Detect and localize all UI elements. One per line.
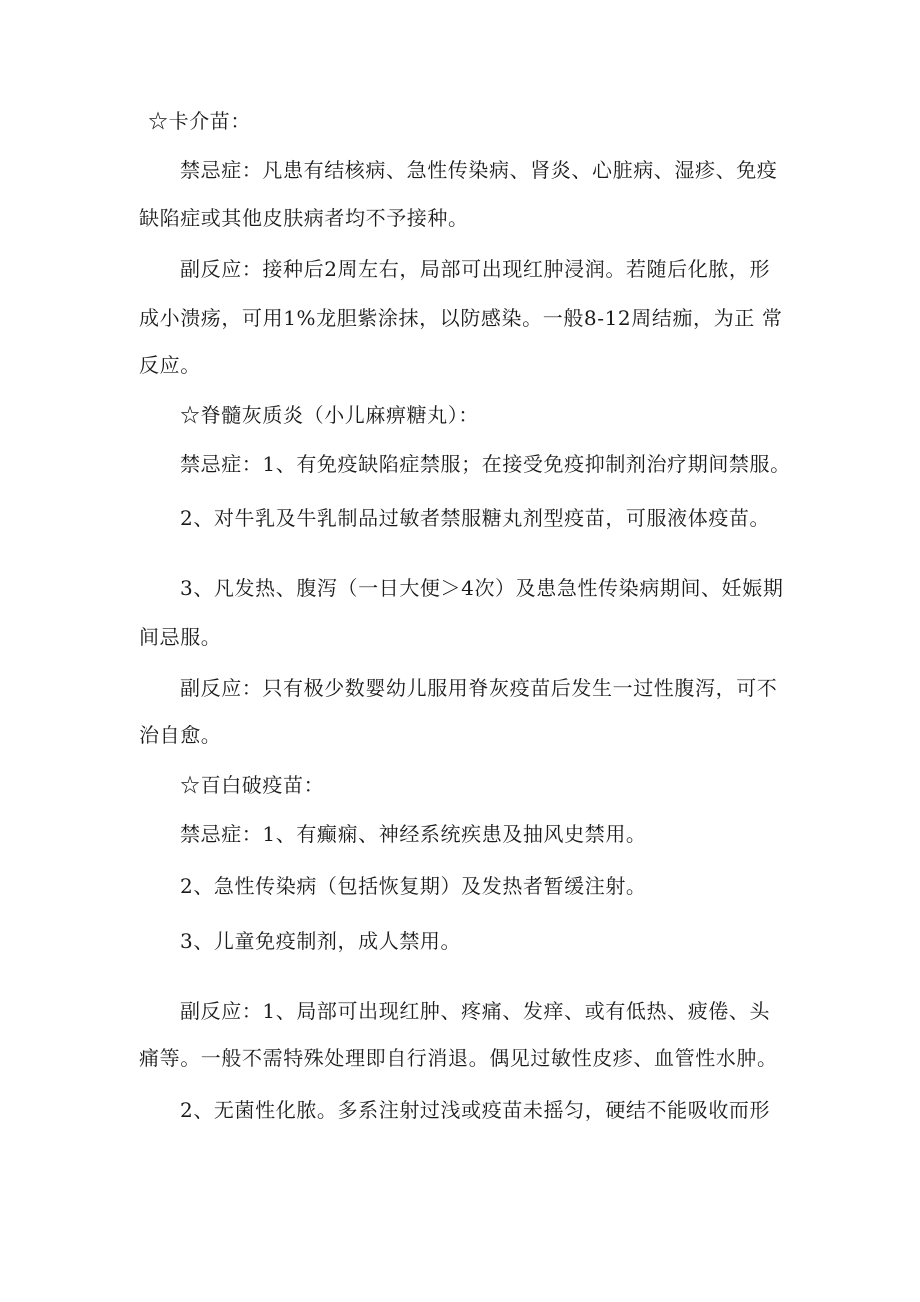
heading-bcg: ☆卡介苗： xyxy=(148,109,251,133)
dtp-side-effect-1-line-2: 痛等。一般不需特殊处理即自行消退。偶见过敏性皮疹、血管性水肿。 xyxy=(139,1046,778,1070)
bcg-side-effect-line-2: 成小溃疡，可用1%龙胆紫涂抹，以防感染。一般8-12周结痂，为正 常 xyxy=(139,306,783,330)
dtp-contraindication-2: 2、急性传染病（包括恢复期）及发热者暂缓注射。 xyxy=(180,874,647,898)
heading-dtp: ☆百白破疫苗： xyxy=(180,773,325,797)
polio-side-effect-line-1: 副反应：只有极少数婴幼儿服用脊灰疫苗后发生一过性腹泻，可不 xyxy=(180,676,778,700)
dtp-contraindication-1: 禁忌症：1、有癫痫、神经系统疾患及抽风史禁用。 xyxy=(180,822,647,846)
dtp-side-effect-2-line-1: 2、无菌性化脓。多系注射过浅或疫苗未摇匀，硬结不能吸收而形 xyxy=(180,1098,771,1122)
dtp-side-effect-1-line-1: 副反应：1、局部可出现红肿、疼痛、发痒、或有低热、疲倦、头 xyxy=(180,999,771,1023)
bcg-contraindication-line-1: 禁忌症：凡患有结核病、急性传染病、肾炎、心脏病、湿疹、免疫 xyxy=(180,158,778,182)
dtp-contraindication-3: 3、儿童免疫制剂，成人禁用。 xyxy=(180,929,462,953)
bcg-side-effect-line-3: 反应。 xyxy=(139,353,201,377)
polio-side-effect-line-2: 治自愈。 xyxy=(139,723,222,747)
heading-polio: ☆脊髓灰质炎（小儿麻痹糖丸）： xyxy=(180,403,479,427)
polio-contraindication-2: 2、对牛乳及牛乳制品过敏者禁服糖丸剂型疫苗，可服液体疫苗。 xyxy=(180,506,771,530)
bcg-side-effect-line-1: 副反应：接种后2周左右，局部可出现红肿浸润。若随后化脓，形 xyxy=(180,257,771,281)
polio-contraindication-1: 禁忌症：1、有免疫缺陷症禁服；在接受免疫抑制剂治疗期间禁服。 xyxy=(180,452,791,476)
polio-contraindication-3-line-1: 3、凡发热、腹泻（一日大便＞4次）及患急性传染病期间、妊娠期 xyxy=(180,576,784,600)
polio-contraindication-3-line-2: 间忌服。 xyxy=(139,625,222,649)
bcg-contraindication-line-2: 缺陷症或其他皮肤病者均不予接种。 xyxy=(139,206,469,230)
